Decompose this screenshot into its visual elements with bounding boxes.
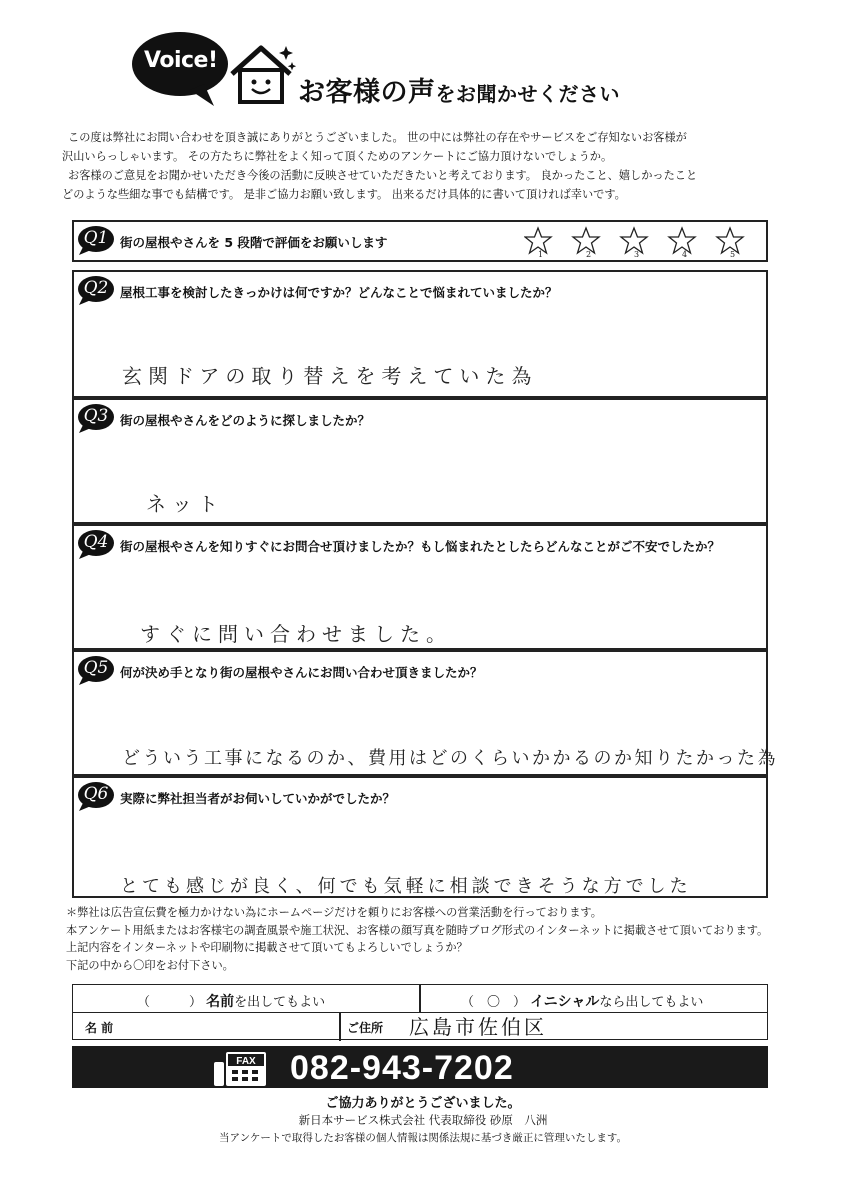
- q6-box: [72, 776, 768, 898]
- option-paren: （ ）: [137, 995, 203, 1010]
- publication-notes: [66, 904, 768, 974]
- contact-row: [73, 1013, 767, 1041]
- star-number: 1: [538, 250, 544, 258]
- consent-options-row: [73, 985, 767, 1013]
- title-sub: をお聞かせください: [435, 82, 620, 106]
- q1-question: 街の屋根やさんを 5 段階で評価をお願いします: [120, 235, 388, 250]
- option-name-ok[interactable]: [137, 991, 325, 1011]
- voice-label: Voice!: [144, 48, 218, 73]
- option-rest: なら出してもよい: [599, 995, 704, 1010]
- q5-label: Q5: [83, 658, 109, 678]
- q5-answer: どういう工事になるのか、費用はどのくらいかかるのか知りたかった為: [122, 748, 778, 769]
- intro-line: どのような些細な事でも結構です。 是非ご協力お願い致します。 出来るだけ具体的に書いて頂ければ幸いです。: [62, 188, 626, 201]
- option-rest: を出してもよい: [234, 995, 326, 1010]
- q1-label: Q1: [83, 228, 109, 248]
- q1-box: [72, 220, 768, 262]
- fax-number[interactable]: 082-943-7202: [290, 1049, 514, 1087]
- q4-label: Q4: [83, 532, 109, 552]
- name-label: 名 前: [85, 1021, 114, 1035]
- house-mascot-icon: [226, 40, 296, 110]
- star-number: 5: [730, 250, 736, 258]
- note-line: 上記内容をインターネットや印刷物に掲載させて頂いてもよろしいでしょうか？: [66, 941, 468, 954]
- header: [130, 22, 710, 122]
- option-paren: （ 〇 ）: [461, 995, 527, 1010]
- q2-box: [72, 270, 768, 398]
- intro-line: 沢山いらっしゃいます。 その方たちに弊社をよく知って頂くためのアンケートにご協力頂けないでしょうか。: [62, 150, 613, 163]
- title-main: お客様の声: [298, 77, 436, 108]
- intro-line: この度は弊社にお問い合わせを頂き誠にありがとうございました。 世の中には弊社の存在やサービスをご存知ないお客様が: [68, 131, 687, 144]
- q5-box: [72, 650, 778, 776]
- star-number: 3: [634, 250, 640, 258]
- note-line: 下記の中から〇印をお付下さい。: [66, 958, 234, 972]
- option-bold: イニシャル: [530, 994, 600, 1010]
- q2-answer: 玄関ドアの取り替えを考えていた為: [122, 364, 538, 388]
- q3-label: Q3: [83, 406, 109, 426]
- q6-answer: とても感じが良く、何でも気軽に相談できそうな方でした: [120, 876, 692, 897]
- q6-question: 実際に弊社担当者がお伺いしていかがでしたか？: [120, 791, 396, 806]
- q3-box: [72, 398, 768, 524]
- q2-question: 屋根工事を検討したきっかけは何ですか？どんなことで悩まれていましたか？: [120, 285, 558, 300]
- footer-privacy: 当アンケートで取得したお客様の個人情報は関係法規に基づき厳正に管理いたします。: [218, 1132, 628, 1144]
- q6-label: Q6: [83, 784, 109, 804]
- page-title: [298, 70, 620, 109]
- q3-answer: ネット: [146, 492, 224, 516]
- fax-icon-label: FAX: [236, 1056, 256, 1067]
- q4-answer: すぐに問い合わせました。: [140, 622, 452, 646]
- option-initial-ok[interactable]: [461, 991, 703, 1011]
- address-value: 広島市佐伯区: [409, 1015, 547, 1039]
- address-label: ご住所: [347, 1021, 384, 1035]
- star-number: 4: [682, 250, 688, 258]
- fax-bar: [72, 1046, 768, 1088]
- q3-question: 街の屋根やさんをどのように探しましたか？: [120, 413, 371, 428]
- fax-machine-icon: [210, 1048, 270, 1088]
- footer-company: 新日本サービス株式会社 代表取締役 砂原 八洲: [298, 1113, 548, 1127]
- note-line: 本アンケート用紙またはお客様宅の調査風景や施工状況、お客様の顔写真を随時ブログ形式のインターネットに掲載させて頂いております。: [66, 923, 769, 937]
- rating-stars[interactable]: [524, 226, 754, 258]
- note-line: ＊弊社は広告宣伝費を極力かけない為にホームページだけを頼りにお客様への営業活動を行っております。: [66, 906, 602, 919]
- star-number: 2: [586, 250, 592, 258]
- option-bold: 名前: [206, 994, 235, 1010]
- intro-text: [62, 128, 802, 204]
- q5-question: 何が決め手となり街の屋根やさんにお問い合わせ頂きましたか？: [120, 665, 483, 680]
- q4-question: 街の屋根やさんを知りすぐにお問合せ頂けましたか？もし悩まれたとしたらどんなことがご不安でしたか？: [120, 539, 721, 554]
- footer-thanks: ご協力ありがとうございました。: [325, 1096, 521, 1111]
- intro-line: お客様のご意見をお聞かせいただき今後の活動に反映させていただきたいと考えております。 良かったこと、嬉しかったこと: [68, 169, 698, 182]
- q2-label: Q2: [83, 278, 109, 298]
- q4-box: [72, 524, 768, 650]
- consent-table: [72, 984, 768, 1040]
